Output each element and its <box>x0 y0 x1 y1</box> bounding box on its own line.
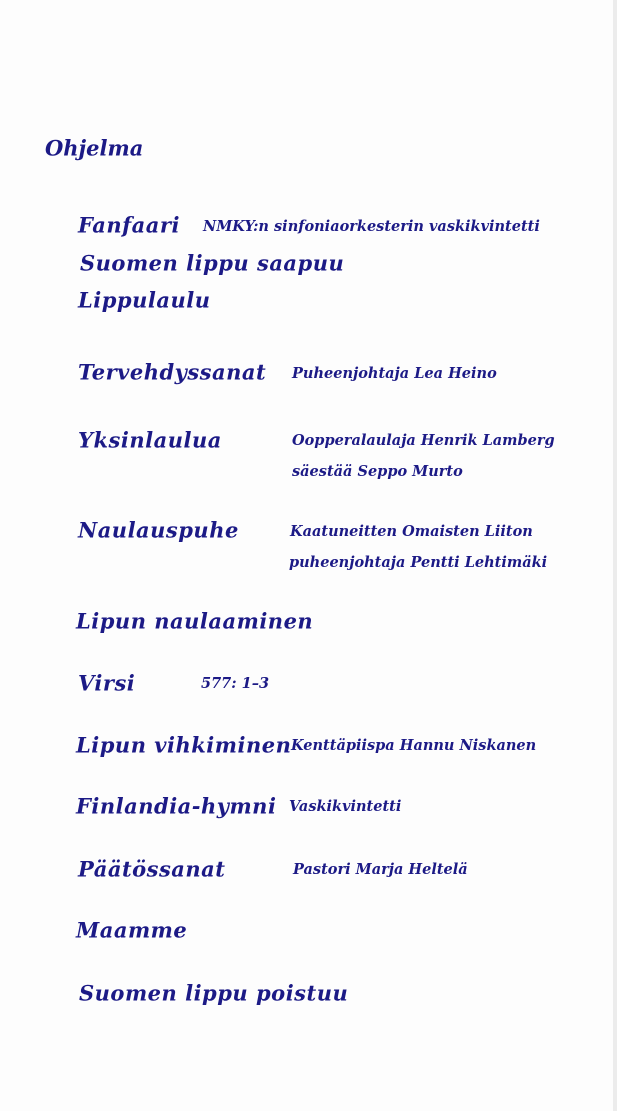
program-item-flag-nailing: Lipun naulaaminen <box>76 608 314 634</box>
program-item-finlandia: Finlandia-hymni <box>76 793 277 819</box>
program-detail-finlandia: Vaskikvintetti <box>289 797 402 815</box>
program-item-hymn: Virsi <box>78 670 136 696</box>
program-item-flag-song: Lippulaulu <box>78 287 211 313</box>
program-detail-flag-consecration: Kenttäpiispa Hannu Niskanen <box>291 736 537 754</box>
program-detail-greetings: Puheenjohtaja Lea Heino <box>292 364 497 382</box>
program-item-maamme: Maamme <box>76 917 188 943</box>
page-edge <box>613 0 617 1111</box>
page-title: Ohjelma <box>45 135 144 161</box>
program-item-closing-words: Päätössanat <box>78 856 226 882</box>
program-item-flag-consecration: Lipun vihkiminen <box>76 732 292 758</box>
program-detail-solo-song: Oopperalaulaja Henrik Lamberg <box>292 431 555 449</box>
program-item-fanfaari: Fanfaari <box>78 212 180 238</box>
program-detail-hymn: 577: 1–3 <box>201 674 270 692</box>
program-item-flag-arrives: Suomen lippu saapuu <box>80 250 345 276</box>
program-item-greetings: Tervehdyssanat <box>78 359 267 385</box>
program-detail-speech: Kaatuneitten Omaisten Liiton <box>290 522 533 540</box>
program-item-speech: Naulauspuhe <box>78 517 239 543</box>
program-item-solo-song: Yksinlaulua <box>78 427 222 453</box>
program-item-flag-departs: Suomen lippu poistuu <box>79 980 349 1006</box>
program-detail-closing-words: Pastori Marja Heltelä <box>293 860 468 878</box>
program-detail-speech-2: puheenjohtaja Pentti Lehtimäki <box>289 553 548 571</box>
program-detail-solo-song-2: säestää Seppo Murto <box>292 462 463 480</box>
program-detail-fanfaari: NMKY:n sinfoniaorkesterin vaskikvintetti <box>203 217 540 235</box>
